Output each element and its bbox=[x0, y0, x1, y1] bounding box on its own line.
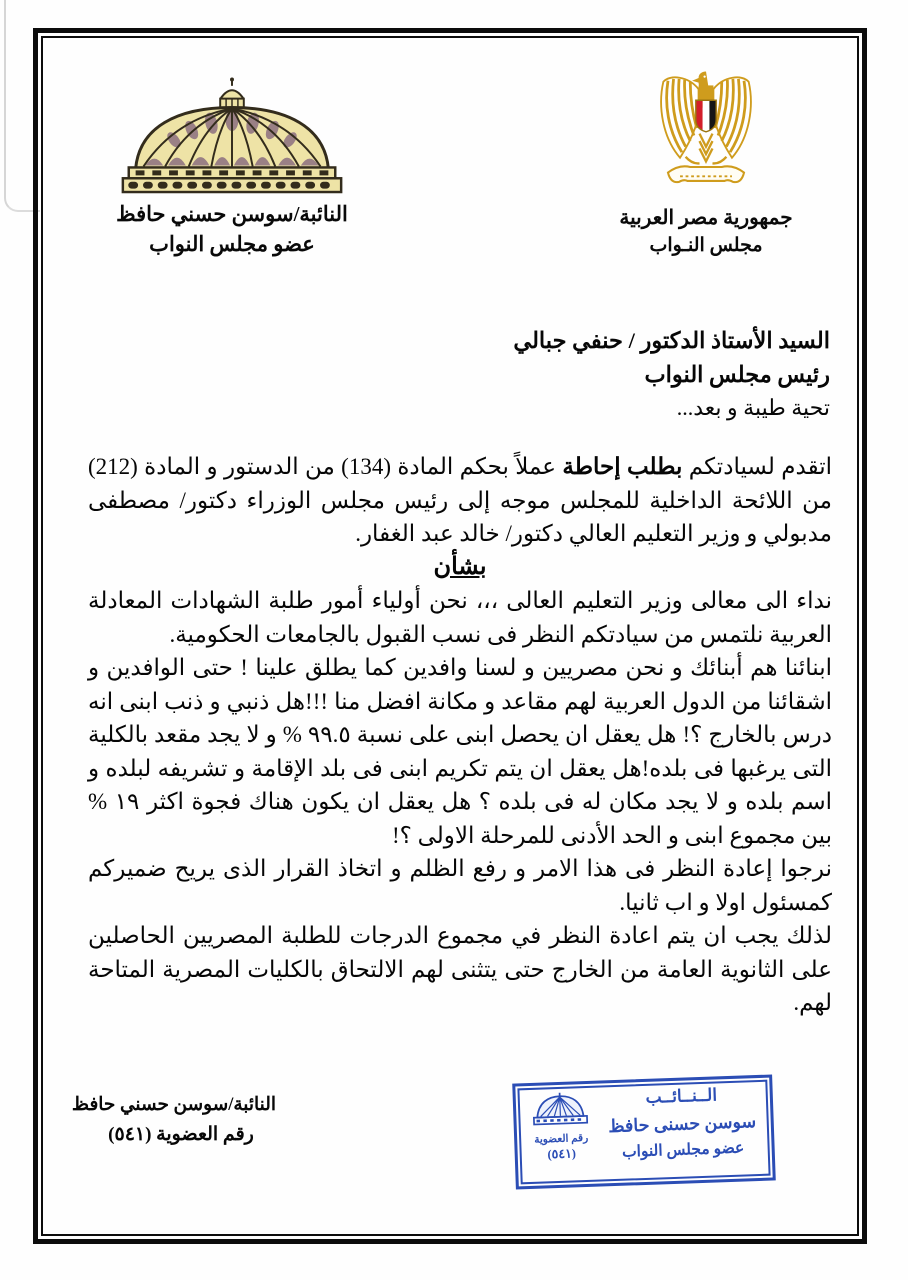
emblem-council-label: مجلس النـواب bbox=[649, 235, 763, 256]
state-emblem-block bbox=[600, 58, 812, 259]
stamp-title: الــنــائــب bbox=[645, 1085, 718, 1107]
recipient-block bbox=[513, 324, 830, 424]
subject-heading: بشأن bbox=[433, 553, 487, 580]
recipient-name: السيد الأستاذ الدكتور / حنفي جبالي bbox=[513, 328, 830, 353]
stamp-membership-label: رقم العضوية bbox=[534, 1132, 589, 1146]
parliament-dome-icon bbox=[107, 76, 357, 194]
stamp-membership-number: (٥٤١) bbox=[547, 1146, 577, 1162]
paragraph-plea: نرجوا إعادة النظر فى هذا الامر و رفع الظلم و اتخاذ القرار الذى يريح ضميركم كمسئول اولا و اب ثانيا. bbox=[88, 856, 832, 915]
stamp-left-column bbox=[521, 1091, 601, 1164]
stamp-text-column bbox=[599, 1080, 765, 1167]
paragraph-grievance: ابنائنا هم أبنائك و نحن مصريين و لسنا وافدين كما يطلق علينا ! حتى الوافدين و اشقائنا من الدول العربية لهم مقاعد و مكانة افضل منا !!!هل ذنبي و ذنب ابنى انه درس بالخارج ؟! هل يعقل ان يحصل ابنى على نسبة ٩٩.٥ % و لا يجد مقعد بالكلية التى يرغبها فى بلده!هل يعقل ان يتم تكريم ابنى فى بلد الإقامة و تشريفه لبلده و اسم بلده و لا يجد مكان له فى بلده ؟ هل يعقل ان يكون هناك فجوة اكثر ١٩ % بين مجموع ابنى و الحد الأدنى للمرحلة الاولى ؟! bbox=[88, 655, 832, 848]
stamp-role: عضو مجلس النواب bbox=[621, 1139, 745, 1161]
paragraph-request bbox=[88, 450, 832, 551]
signature-membership: رقم العضوية (٥٤١) bbox=[108, 1124, 254, 1145]
emblem-country-label: جمهورية مصر العربية bbox=[619, 207, 793, 229]
greeting-line: تحية طيبة و بعد... bbox=[676, 395, 830, 420]
member-name: النائبة/سوسن حسني حافظ bbox=[116, 202, 348, 226]
signature-block bbox=[71, 1090, 276, 1150]
stamp-name: سوسن حسنى حافظ bbox=[607, 1111, 757, 1137]
stamp-dome-icon bbox=[528, 1091, 593, 1129]
member-stamp bbox=[512, 1074, 776, 1189]
signature-name: النائبة/سوسن حسني حافظ bbox=[71, 1095, 276, 1115]
paragraph-appeal: نداء الى معالى وزير التعليم العالى ،،، نحن أولياء أمور طلبة الشهادات المعادلة العربية نلتمس من سيادتكم النظر فى نسب القبول بالجامعات الحكومية. bbox=[88, 588, 832, 647]
recipient-title: رئيس مجلس النواب bbox=[644, 362, 830, 387]
letter-body bbox=[88, 450, 832, 1020]
p1-bold-phrase: بطلب إحاطة bbox=[562, 454, 683, 479]
paragraph-demand: لذلك يجب ان يتم اعادة النظر في مجموع الدرجات للطلبة المصريين الحاصلين على الثانوية العامة من الخارج حتى يتثنى لهم الالتحاق بالكليات المصرية المتاحة لهم. bbox=[88, 923, 832, 1015]
p1-post: عملاً بحكم المادة (134) من الدستور و المادة (212) من اللائحة الداخلية للمجلس موجه إلى رئيس مجلس الوزراء دكتور/ مصطفى مدبولي و وزير التعليم العالي دكتور/ خالد عبد الغفار. bbox=[88, 454, 832, 546]
member-title: عضو مجلس النواب bbox=[149, 232, 315, 256]
egypt-eagle-icon bbox=[655, 58, 757, 200]
p1-pre: اتقدم لسيادتكم bbox=[682, 454, 833, 479]
member-logo-block bbox=[92, 76, 372, 259]
